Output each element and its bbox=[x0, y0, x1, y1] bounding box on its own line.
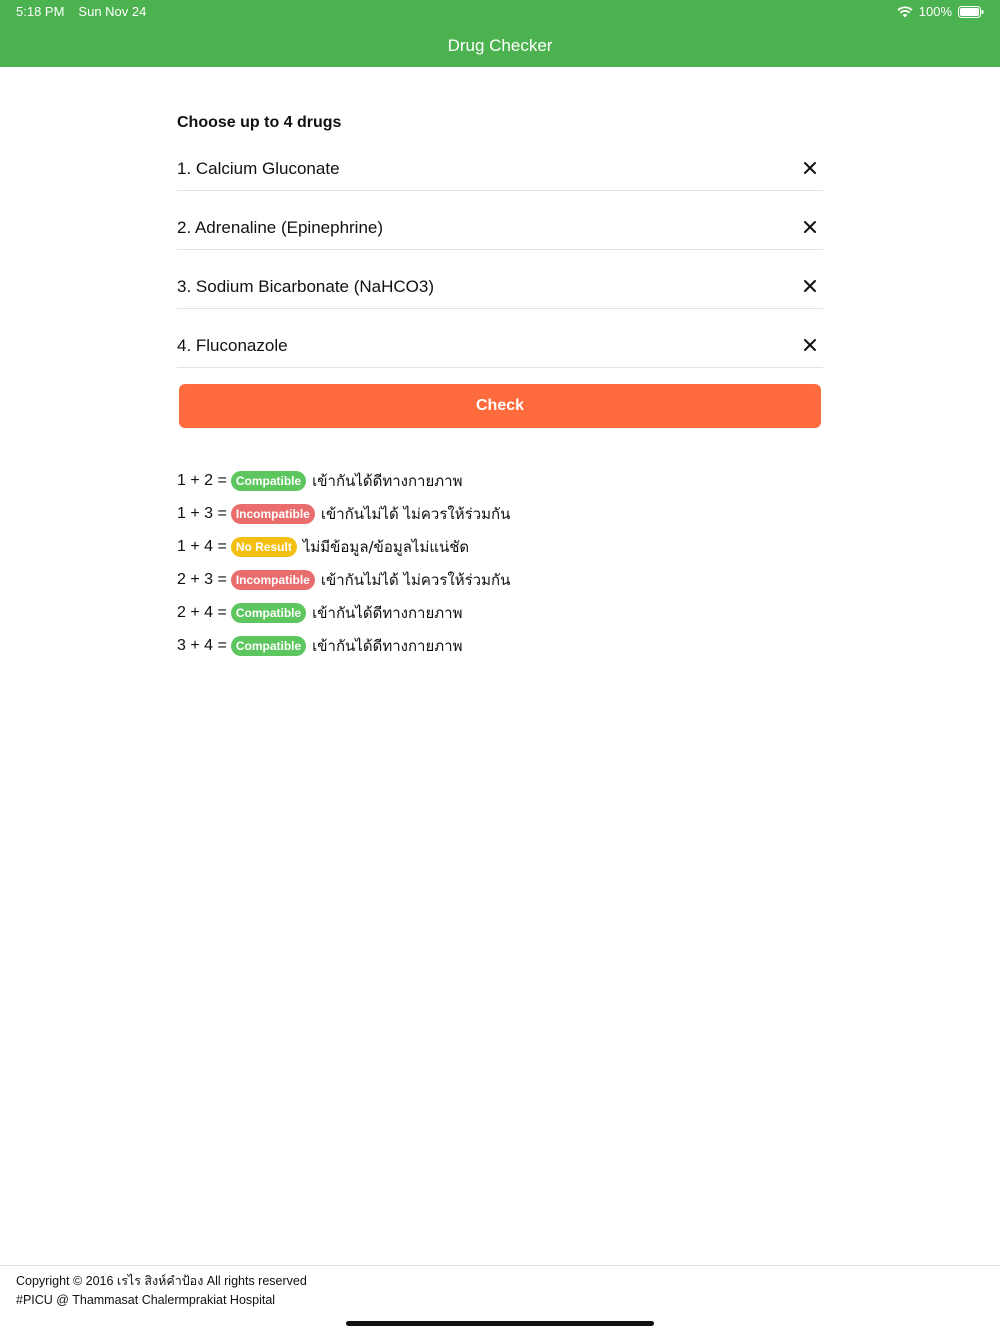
status-badge: Incompatible bbox=[231, 570, 315, 590]
result-description: ไม่มีข้อมูล/ข้อมูลไม่แน่ชัด bbox=[302, 537, 470, 556]
drug-label: 1. Calcium Gluconate bbox=[177, 159, 340, 178]
section-title: Choose up to 4 drugs bbox=[177, 114, 342, 131]
result-pair: 2 + 4 = bbox=[177, 603, 227, 621]
status-time: 5:18 PM bbox=[16, 4, 65, 19]
result-row bbox=[177, 530, 823, 563]
wifi-icon bbox=[897, 6, 913, 18]
result-row bbox=[177, 497, 823, 530]
top-bar bbox=[0, 0, 1000, 67]
status-bar-left bbox=[16, 4, 146, 19]
result-pair: 1 + 2 = bbox=[177, 471, 227, 489]
hospital-text: #PICU @ Thammasat Chalermprakiat Hospital bbox=[16, 1293, 276, 1307]
status-badge: Compatible bbox=[231, 603, 306, 623]
status-bar-right bbox=[897, 4, 984, 19]
home-indicator bbox=[346, 1321, 654, 1326]
result-pair: 1 + 3 = bbox=[177, 504, 227, 522]
drug-label: 3. Sodium Bicarbonate (NaHCO3) bbox=[177, 277, 435, 296]
result-pair: 1 + 4 = bbox=[177, 537, 227, 555]
drug-checker-form bbox=[177, 114, 823, 662]
status-date: Sun Nov 24 bbox=[78, 4, 147, 19]
drug-row[interactable] bbox=[177, 264, 823, 309]
result-row bbox=[177, 596, 823, 629]
result-pair: 3 + 4 = bbox=[177, 636, 227, 654]
status-badge: Compatible bbox=[231, 636, 306, 656]
close-icon[interactable] bbox=[797, 332, 823, 358]
nav-title: Drug Checker bbox=[447, 36, 553, 55]
drug-label: 4. Fluconazole bbox=[177, 336, 288, 355]
close-icon[interactable] bbox=[797, 273, 823, 299]
result-description: เข้ากันได้ดีทางกายภาพ bbox=[312, 636, 463, 655]
close-icon[interactable] bbox=[797, 155, 823, 181]
close-icon[interactable] bbox=[797, 214, 823, 240]
result-description: เข้ากันไม่ได้ ไม่ควรให้ร่วมกัน bbox=[320, 504, 511, 523]
drug-label: 2. Adrenaline (Epinephrine) bbox=[177, 218, 384, 237]
status-badge: Compatible bbox=[231, 471, 306, 491]
status-badge: No Result bbox=[231, 537, 297, 557]
drug-row[interactable] bbox=[177, 205, 823, 250]
footer bbox=[16, 1272, 307, 1310]
result-row bbox=[177, 563, 823, 596]
result-description: เข้ากันได้ดีทางกายภาพ bbox=[312, 471, 463, 490]
drug-row[interactable] bbox=[177, 323, 823, 368]
result-pair: 2 + 3 = bbox=[177, 570, 227, 588]
result-description: เข้ากันได้ดีทางกายภาพ bbox=[312, 603, 463, 622]
results-list bbox=[177, 464, 823, 662]
battery-icon bbox=[958, 6, 984, 18]
copyright-text: Copyright © 2016 เรไร สิงห์คำป้อง All rights reserved bbox=[16, 1274, 307, 1288]
footer-divider bbox=[0, 1265, 1000, 1266]
status-badge: Incompatible bbox=[231, 504, 315, 524]
result-description: เข้ากันไม่ได้ ไม่ควรให้ร่วมกัน bbox=[320, 570, 511, 589]
drug-row[interactable] bbox=[177, 146, 823, 191]
result-row bbox=[177, 629, 823, 662]
check-button[interactable]: Check bbox=[179, 384, 821, 428]
battery-percent: 100% bbox=[918, 4, 952, 19]
result-row bbox=[177, 464, 823, 497]
